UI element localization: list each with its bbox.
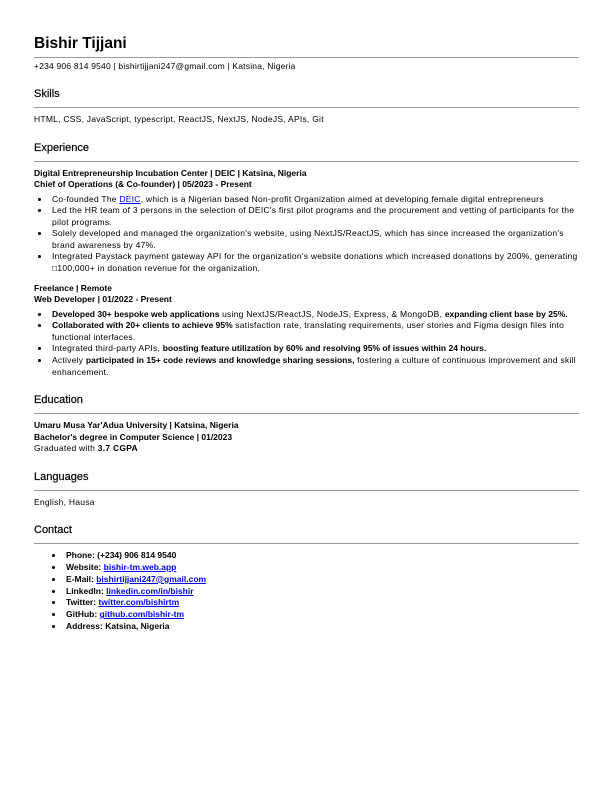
contact-link[interactable]: bishir-tm.web.app	[103, 562, 177, 573]
bullet-item	[50, 355, 579, 378]
divider	[34, 57, 579, 58]
bold-text: participated in 15+ code reviews and knowledge sharing sessions,	[85, 355, 355, 366]
contact-link[interactable]: github.com/bishir-tm	[99, 609, 185, 620]
job-org: Freelance | Remote	[34, 282, 112, 293]
bullet-item	[50, 343, 579, 355]
grad-value: 3.7 CGPA	[97, 443, 138, 454]
education-section	[34, 393, 579, 455]
contact-link[interactable]: bishirtijjani247@gmail.com	[96, 573, 207, 584]
bullet-item	[50, 228, 579, 251]
job-entry	[34, 283, 579, 379]
contact-item	[64, 597, 579, 609]
contact-section	[34, 523, 579, 633]
bullet-item	[50, 309, 579, 321]
job-role: Chief of Operations (& Co-founder) | 05/2023 - Present	[34, 179, 252, 189]
contact-item	[64, 574, 579, 586]
contact-label: GitHub:	[66, 609, 100, 620]
bold-text: Collaborated with 20+ clients to achieve 95%	[52, 320, 233, 331]
text: Integrated Paystack payment gateway API for the organization's website donations which increased donations by 200%, generating □100,000+ in donation revenue for the organization.	[52, 251, 578, 274]
experience-heading: Experience	[34, 141, 90, 154]
grad-prefix: Graduated with	[34, 443, 98, 454]
job-role: Web Developer | 01/2022 - Present	[34, 294, 172, 305]
contact-label: LinkedIn:	[66, 585, 107, 596]
bullet-list	[50, 309, 579, 379]
candidate-name: Bishir Tijjani	[34, 35, 127, 52]
resume-page	[34, 34, 579, 633]
divider	[34, 107, 579, 108]
contact-item	[64, 609, 579, 621]
deic-link[interactable]: DEIC	[119, 193, 141, 204]
bullet-item	[50, 320, 579, 343]
contact-item	[64, 621, 579, 633]
languages-text: English, Hausa	[34, 496, 95, 507]
contact-item	[64, 562, 579, 574]
divider	[34, 413, 579, 414]
contact-label: Twitter:	[66, 597, 99, 608]
contact-item	[64, 550, 579, 562]
bold-text: expanding client base by 25%.	[444, 308, 568, 319]
contact-label: E-Mail:	[66, 573, 97, 584]
bold-text: Developed 30+ bespoke web applications	[52, 308, 220, 319]
bullet-list	[50, 194, 579, 275]
text: Led the HR team of 3 persons in the selection of DEIC's first pilot programs and the procurement and vetting of participants for the pilot programs.	[52, 205, 575, 227]
text: using NextJS/ReactJS, NodeJS, Express, & MongoDB,	[219, 308, 445, 319]
text: Actively	[52, 355, 86, 366]
contact-item	[64, 586, 579, 598]
skills-section	[34, 87, 579, 126]
degree: Bachelor's degree in Computer Science | 01/2023	[34, 431, 233, 442]
divider	[34, 543, 579, 544]
graduation	[34, 443, 579, 455]
job-org: Digital Entrepreneurship Incubation Center | DEIC | Katsina, Nigeria	[34, 167, 307, 178]
skills-heading: Skills	[34, 88, 60, 100]
contact-label: Website:	[66, 562, 104, 573]
bullet-item	[50, 251, 579, 274]
bold-text: boosting feature utilization by 60% and resolving 95% of issues within 24 hours.	[162, 343, 487, 354]
text: satisfaction rate, translating requirements, user stories and Figma design files into functional interfaces.	[52, 320, 565, 342]
contact-label: Address:	[66, 621, 106, 631]
contact-list	[64, 550, 579, 633]
text: Integrated third-party APIs,	[52, 343, 163, 354]
contact-value: Katsina, Nigeria	[105, 621, 170, 631]
contact-link[interactable]: linkedin.com/in/bishir	[106, 585, 194, 596]
experience-section	[34, 141, 579, 379]
skills-text: HTML, CSS, JavaScript, typescript, ReactJS, NextJS, NodeJS, APIs, Git	[34, 114, 324, 124]
bullet-item	[50, 205, 579, 228]
languages-heading: Languages	[34, 470, 89, 483]
contact-label: Phone:	[66, 550, 98, 561]
languages-section	[34, 470, 579, 509]
divider	[34, 161, 579, 162]
text: , which is a Nigerian based Non-profit Organization aimed at developing female digital entrepreneurs	[140, 193, 544, 204]
education-heading: Education	[34, 394, 83, 407]
text: Co-founded The	[52, 193, 120, 204]
job-list	[34, 168, 579, 379]
contact-link[interactable]: twitter.com/bishirtm	[98, 597, 180, 608]
contact-line: +234 906 814 9540 | bishirtijjani247@gmail.com | Katsina, Nigeria	[34, 61, 296, 71]
bullet-item	[50, 194, 579, 206]
text: fostering a culture of continuous improvement and skill enhancement.	[52, 355, 576, 377]
divider	[34, 490, 579, 491]
contact-value: (+234) 906 814 9540	[97, 550, 177, 561]
school: Umaru Musa Yar'Adua University | Katsina, Nigeria	[34, 420, 239, 431]
job-entry	[34, 168, 579, 275]
contact-heading: Contact	[34, 524, 72, 537]
text: Solely developed and managed the organization's website, using NextJS/ReactJS, which has since increased the organization's brand awareness by 47%.	[52, 228, 564, 250]
